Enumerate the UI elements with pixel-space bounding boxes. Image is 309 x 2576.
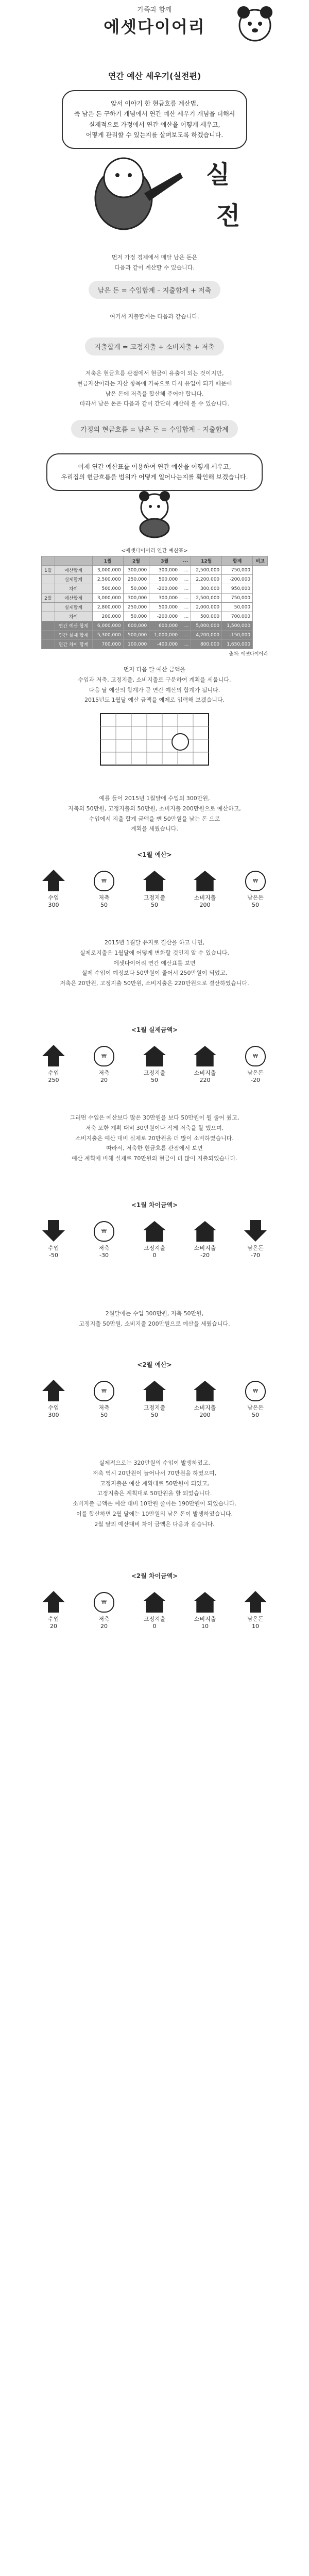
paragraph-2: 여기서 지출합계는 다음과 같습니다. xyxy=(110,313,199,320)
table-row xyxy=(42,621,268,631)
icon-cell xyxy=(187,1376,223,1418)
icon-cell xyxy=(237,1587,273,1630)
table-cell: 3,000,000 xyxy=(92,594,123,603)
house-icon xyxy=(187,1216,223,1242)
table-cell: 300,000 xyxy=(123,594,149,603)
icon-cell xyxy=(187,1587,223,1630)
icon-value: -50 xyxy=(49,1252,58,1259)
table-cell: 5,000,000 xyxy=(191,621,222,631)
icon-label: 저축 xyxy=(98,1070,110,1076)
squirrel-small-icon xyxy=(129,487,180,538)
icon-row xyxy=(0,1587,309,1630)
icon-cell xyxy=(86,866,122,908)
icon-value: 0 xyxy=(152,1623,157,1630)
paragraph-5: 예를 들어 2015년 1월달에 수입의 300만원, 저축의 50만원, 고정지출의 50만원, 소비지출 200만원으로 예산하고, 수입에서 지출 합계 금액을 뺀 50만원을 남는 돈 으로 계획을 세웠습니다. xyxy=(68,795,241,833)
table-cell-label: 연간 차이 합계 xyxy=(55,640,92,649)
table-cell: 500,000 xyxy=(149,603,180,612)
table-note: 출처: 에셋다이어리 xyxy=(229,652,268,657)
house-icon xyxy=(136,866,173,891)
budget-table xyxy=(41,556,268,649)
table-cell-group xyxy=(42,612,55,621)
icon-cell xyxy=(187,866,223,908)
house-icon xyxy=(187,1376,223,1401)
table-cell: -200,000 xyxy=(149,584,180,594)
icon-label: 저축 xyxy=(98,1616,110,1622)
paragraph-3: 저축은 현금흐름 관점에서 현금이 유출이 되는 것이지만, 현금자산이라는 자산 항목에 기록으로 다시 유입이 되기 때문에 남은 돈에 저축을 합산해 주어야 합니다. 따라서 남은 돈은 다음과 같이 간단히 계산해 볼 수 있습니다. xyxy=(77,370,232,408)
icon-value: 20 xyxy=(100,1623,108,1630)
section-title: <1월 예산> xyxy=(137,851,172,858)
house-icon xyxy=(187,866,223,891)
table-cell-label: 차이 xyxy=(55,584,92,594)
table-cell: 600,000 xyxy=(123,621,149,631)
arrow-down-icon xyxy=(237,1216,273,1242)
icon-value: 20 xyxy=(50,1623,57,1630)
icon-value: 300 xyxy=(48,1412,59,1418)
squirrel-mascot-icon xyxy=(227,2,283,54)
icon-cell xyxy=(237,1041,273,1083)
icon-cell xyxy=(36,1587,72,1630)
table-cell: 750,000 xyxy=(222,566,253,575)
icon-cell xyxy=(136,1587,173,1630)
table-cell-group xyxy=(42,575,55,584)
icon-label: 저축 xyxy=(98,1404,110,1411)
icon-label: 소비지출 xyxy=(194,1245,216,1251)
icon-cell xyxy=(136,1216,173,1259)
paragraph: 그러면 수입은 예산보다 많은 30만원을 보다 50만원이 될 줄어 줬고, 저축 또한 계획 대비 30만원이나 적게 저축을 할 했으며, 소비지출은 예산 대비 실제로 20만원을 더 많이 소비하였습니다. 따라서, 저축한 현금흐름 관점에서 보면 예산 계획에 비해 실제로 70만원의 현금이 더 많이 지출되었습니다. xyxy=(70,1114,239,1162)
table-cell: 950,000 xyxy=(222,584,253,594)
icon-value: 50 xyxy=(151,1077,158,1083)
money-bag-icon: ₩ xyxy=(86,1216,122,1242)
table-cell: 50,000 xyxy=(123,612,149,621)
paragraph-4: 먼저 다음 달 예산 금액을 수입과 저축, 고정지출, 소비지출로 구분하여 계획을 세웁니다. 다음 달 예산의 합계가 곧 연간 예산의 합계가 됩니다. 2015년도 1월달 예산 금액을 예제로 입력해 보겠습니다. xyxy=(78,666,231,704)
icon-value: 50 xyxy=(151,902,158,908)
icon-cell xyxy=(86,1041,122,1083)
table-cell-group xyxy=(42,584,55,594)
icon-cell xyxy=(86,1587,122,1630)
table-header-cell xyxy=(55,556,92,566)
formula-2-box xyxy=(0,337,309,355)
icon-value: 250 xyxy=(48,1077,59,1083)
icon-cell xyxy=(187,1216,223,1259)
icon-value: 200 xyxy=(199,902,211,908)
icon-label: 저축 xyxy=(98,1245,110,1251)
icon-label: 소비지출 xyxy=(194,894,216,901)
table-cell: 500,000 xyxy=(123,631,149,640)
icon-value: -20 xyxy=(200,1252,210,1259)
table-cell: 300,000 xyxy=(149,566,180,575)
table-cell: 500,000 xyxy=(92,584,123,594)
icon-label: 소비지출 xyxy=(194,1616,216,1622)
icon-value: 50 xyxy=(252,902,259,908)
table-cell-group: 2월 xyxy=(42,594,55,603)
intro-title: 연간 예산 세우기(실전편) xyxy=(108,71,201,81)
formula-1: 남은 돈 = 수입합계 – 지출합계 + 저축 xyxy=(89,281,220,299)
money-bag-icon: ₩ xyxy=(237,1376,273,1401)
paragraph-1: 먼저 가정 경제에서 매달 남은 돈은 다음과 같이 계산할 수 있습니다. xyxy=(111,254,198,271)
formula-3-box xyxy=(0,420,309,438)
icon-row xyxy=(0,866,309,908)
money-bag-icon: ₩ xyxy=(86,1376,122,1401)
table-cell: 2,500,000 xyxy=(92,575,123,584)
table-cell: 200,000 xyxy=(92,612,123,621)
table-row xyxy=(42,584,268,594)
icon-cell xyxy=(36,1376,72,1418)
icon-label: 남은돈 xyxy=(247,1404,264,1411)
icon-cell xyxy=(36,1216,72,1259)
table-cell-label: 예산합계 xyxy=(55,566,92,575)
house-icon xyxy=(136,1587,173,1613)
icon-value: 300 xyxy=(48,902,59,908)
icon-label: 수입 xyxy=(48,1245,59,1251)
icon-cell xyxy=(136,1376,173,1418)
table-cell: 1,650,000 xyxy=(222,640,253,649)
table-cell: 700,000 xyxy=(222,612,253,621)
table-cell: ... xyxy=(180,594,191,603)
icon-cell xyxy=(136,1041,173,1083)
table-cell-label: 연간 실제 합계 xyxy=(55,631,92,640)
table-row xyxy=(42,566,268,575)
big-label-1: 실 xyxy=(206,160,230,189)
money-bag-icon: ₩ xyxy=(86,866,122,891)
icon-label: 수입 xyxy=(48,894,59,901)
table-header-row xyxy=(42,556,268,566)
intro-speech-bubble: 앞서 이야기 한 현금흐름 계산법, 즉 남은 돈 구하기 개념에서 연간 예산 세우기 개념을 더해서 실제적으로 가정에서 연간 예산을 어떻게 세우고, 어떻게 관리할 수 있는지를 살펴보도록 하겠습니다. xyxy=(62,90,247,149)
table-cell: 2,000,000 xyxy=(191,603,222,612)
table-cell: 50,000 xyxy=(222,603,253,612)
table-header-cell: ... xyxy=(180,556,191,566)
table-cell: ... xyxy=(180,631,191,640)
table-cell: 3,000,000 xyxy=(92,566,123,575)
icon-value: 50 xyxy=(100,1412,108,1418)
icon-value: 50 xyxy=(100,902,108,908)
table-cell: 600,000 xyxy=(149,621,180,631)
section-title: <1월 실제금액> xyxy=(131,1026,178,1033)
arrow-up-icon xyxy=(36,1041,72,1066)
table-cell: 250,000 xyxy=(123,575,149,584)
section-title: <2월 차이금액> xyxy=(131,1572,178,1580)
table-cell: -400,000 xyxy=(149,640,180,649)
icon-cell xyxy=(237,866,273,908)
icon-value: 200 xyxy=(199,1412,211,1418)
table-cell-group xyxy=(42,631,55,640)
table-cell-group xyxy=(42,603,55,612)
icon-value: 20 xyxy=(100,1077,108,1083)
icon-label: 수입 xyxy=(48,1404,59,1411)
table-cell-label: 실제합계 xyxy=(55,575,92,584)
table-header-cell: 비고 xyxy=(253,556,268,566)
paragraph: 실제적으로는 320만원의 수입이 발생하였고, 저축 역시 20만원이 늘어나서 70만원을 하였으며, 고정지출은 예산 계획대로 50만원이 되었고, 고정지출은 계획대로 50만원을 할 되었습니다. 소비지출 금액은 예산 대비 10만원 줄어든 190만원이 되었습니다. 이를 합산하면 2월 달에는 10만원의 남은 돈이 발생하였습니다. 2월 달의 예산대비 차이 금액은 다음과 같습니다. xyxy=(73,1460,236,1528)
table-cell: 300,000 xyxy=(149,594,180,603)
table-header-cell: 12월 xyxy=(191,556,222,566)
formula-1-box xyxy=(0,281,309,299)
table-cell: 300,000 xyxy=(191,584,222,594)
arrow-up-icon xyxy=(36,866,72,891)
icon-value: 10 xyxy=(201,1623,209,1630)
table-cell: -200,000 xyxy=(222,575,253,584)
table-cell: ... xyxy=(180,575,191,584)
table-header-cell: 2월 xyxy=(123,556,149,566)
table-cell: 750,000 xyxy=(222,594,253,603)
table-cell: 2,500,000 xyxy=(191,594,222,603)
table-cell: 300,000 xyxy=(123,566,149,575)
icon-label: 고정지출 xyxy=(143,1616,166,1622)
icon-label: 남은돈 xyxy=(247,1070,264,1076)
table-row xyxy=(42,631,268,640)
table-cell: ... xyxy=(180,603,191,612)
table-cell: ... xyxy=(180,612,191,621)
table-row xyxy=(42,640,268,649)
icon-label: 소비지출 xyxy=(194,1070,216,1076)
table-cell-label: 실제합계 xyxy=(55,603,92,612)
table-cell: ... xyxy=(180,584,191,594)
table-cell: 2,800,000 xyxy=(92,603,123,612)
squirrel-illustration-icon xyxy=(77,147,191,240)
icon-label: 남은돈 xyxy=(247,1245,264,1251)
icon-cell xyxy=(36,1041,72,1083)
table-cell: -200,000 xyxy=(149,612,180,621)
icon-label: 남은돈 xyxy=(247,1616,264,1622)
header-subtitle: 가족과 함께 xyxy=(137,6,172,14)
table-cell: 1,500,000 xyxy=(222,621,253,631)
paragraph: 2015년 1월달 유지로 결산을 하고 나면, 실제로지출은 1월달에 어떻게 변화할 것인지 알 수 있습니다. 에셋다이어리 연간 예산표를 보면 실제 수입이 예정보다 50만원이 줄어서 250만원이 되었고, 저축은 20만원, 고정지출 50만원, 소비지출은 220만원으로 결산하였습니다. xyxy=(60,939,249,987)
icon-row xyxy=(0,1376,309,1418)
table-header-cell: 합계 xyxy=(222,556,253,566)
section-title: <2월 예산> xyxy=(137,1361,172,1368)
calendar-icon xyxy=(98,711,211,768)
speech-bubble-2: 이제 연간 예산표를 이용하여 연간 예산을 어떻게 세우고, 우리집의 현금흐름을 범위가 어떻게 일어나는지를 확인해 보겠습니다. xyxy=(46,453,263,491)
icon-value: 50 xyxy=(151,1412,158,1418)
table-cell: -150,000 xyxy=(222,631,253,640)
table-cell: 2,500,000 xyxy=(191,566,222,575)
table-cell: 50,000 xyxy=(123,584,149,594)
table-header-cell xyxy=(42,556,55,566)
icon-value: 0 xyxy=(152,1252,157,1259)
table-row xyxy=(42,594,268,603)
icon-label: 수입 xyxy=(48,1616,59,1622)
table-cell: 6,000,000 xyxy=(92,621,123,631)
money-bag-icon: ₩ xyxy=(86,1041,122,1066)
money-bag-icon: ₩ xyxy=(237,1041,273,1066)
icon-value: 10 xyxy=(252,1623,259,1630)
section-title: <1월 차이금액> xyxy=(131,1201,178,1209)
icon-label: 고정지출 xyxy=(143,1404,166,1411)
table-row xyxy=(42,612,268,621)
icon-label: 수입 xyxy=(48,1070,59,1076)
table-cell: 500,000 xyxy=(191,612,222,621)
money-bag-icon: ₩ xyxy=(237,866,273,891)
table-cell: 250,000 xyxy=(123,603,149,612)
table-cell-group xyxy=(42,640,55,649)
house-icon xyxy=(136,1041,173,1066)
icon-label: 고정지출 xyxy=(143,1070,166,1076)
table-header-cell: 3월 xyxy=(149,556,180,566)
icon-label: 남은돈 xyxy=(247,894,264,901)
table-cell: 700,000 xyxy=(92,640,123,649)
icon-row xyxy=(0,1216,309,1259)
table-cell-group: 1월 xyxy=(42,566,55,575)
icon-cell xyxy=(86,1216,122,1259)
big-label-2: 전 xyxy=(216,201,241,230)
arrow-up-icon xyxy=(36,1587,72,1613)
table-cell-label: 차이 xyxy=(55,612,92,621)
table-caption: <에셋다이어리 연간 예산표> xyxy=(121,548,188,554)
table-cell-label: 예산합계 xyxy=(55,594,92,603)
table-cell: 4,200,000 xyxy=(191,631,222,640)
table-row xyxy=(42,575,268,584)
table-cell-label: 연간 예산 합계 xyxy=(55,621,92,631)
icon-value: -70 xyxy=(251,1252,260,1259)
budget-table-section xyxy=(41,546,268,657)
table-cell: 100,000 xyxy=(123,640,149,649)
formula-2: 지출합계 = 고정지출 + 소비지출 + 저축 xyxy=(85,337,224,355)
house-icon xyxy=(136,1376,173,1401)
icon-cell xyxy=(237,1376,273,1418)
icon-value: 50 xyxy=(252,1412,259,1418)
arrow-down-icon xyxy=(36,1216,72,1242)
icon-label: 소비지출 xyxy=(194,1404,216,1411)
table-cell: ... xyxy=(180,566,191,575)
icon-cell xyxy=(187,1041,223,1083)
house-icon xyxy=(187,1041,223,1066)
icon-cell xyxy=(237,1216,273,1259)
house-icon xyxy=(187,1587,223,1613)
icon-label: 고정지출 xyxy=(143,1245,166,1251)
icon-label: 저축 xyxy=(98,894,110,901)
table-cell-group xyxy=(42,621,55,631)
table-cell: 800,000 xyxy=(191,640,222,649)
table-header-cell: 1월 xyxy=(92,556,123,566)
table-row xyxy=(42,603,268,612)
table-cell: 1,000,000 xyxy=(149,631,180,640)
house-icon xyxy=(136,1216,173,1242)
arrow-up-icon xyxy=(36,1376,72,1401)
icon-value: -30 xyxy=(99,1252,109,1259)
arrow-up-icon xyxy=(237,1587,273,1613)
money-bag-icon: ₩ xyxy=(86,1587,122,1613)
icon-row xyxy=(0,1041,309,1083)
icon-value: 220 xyxy=(199,1077,211,1083)
table-cell: 5,300,000 xyxy=(92,631,123,640)
icon-value: -20 xyxy=(251,1077,260,1083)
table-cell: ... xyxy=(180,621,191,631)
paragraph: 2월달에는 수입 300만원, 저축 50만원, 고정지출 50만원, 소비지출 200만원으로 예산을 세웠습니다. xyxy=(79,1310,230,1327)
icon-cell xyxy=(36,866,72,908)
icon-label: 고정지출 xyxy=(143,894,166,901)
header-title: 에셋다이어리 xyxy=(104,17,205,37)
table-cell: 500,000 xyxy=(149,575,180,584)
formula-3: 가정의 현금흐름 = 남은 돈 = 수입합계 – 지출합계 xyxy=(71,420,237,438)
icon-cell xyxy=(136,866,173,908)
icon-cell xyxy=(86,1376,122,1418)
table-cell: 2,200,000 xyxy=(191,575,222,584)
table-cell: ... xyxy=(180,640,191,649)
